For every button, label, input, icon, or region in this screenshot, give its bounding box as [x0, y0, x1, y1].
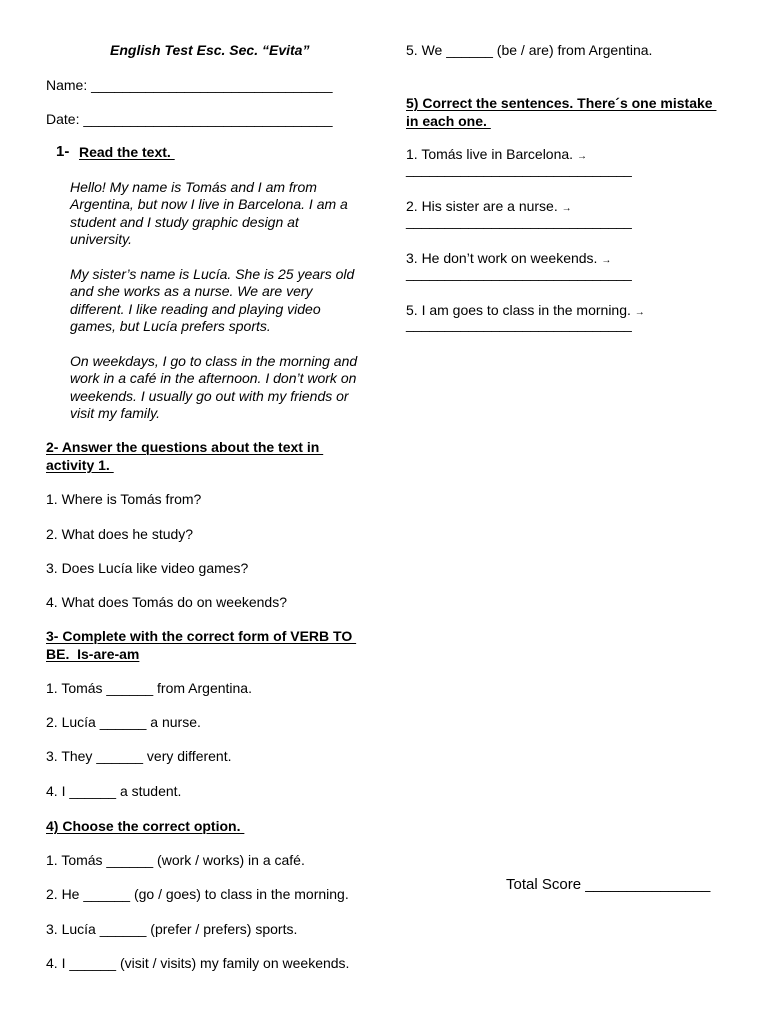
question-item: 3. Does Lucía like video games? [46, 560, 249, 576]
fill-in-item: 3. They ______ very different. [46, 748, 232, 764]
activity-3-heading: 3- Complete with the correct form of VERB TO BE. Is-are-am [46, 628, 353, 662]
reading-paragraph: Hello! My name is Tomás and I am from Argentina, but now I live in Barcelona. I am a student and I study graphic design at university. [70, 179, 348, 247]
question-item: 2. What does he study? [46, 526, 194, 542]
correction-sentence: 5. I am goes to class in the morning. [406, 302, 631, 318]
date-field-label: Date: ________________________________ [46, 111, 333, 127]
fill-in-item: 2. Lucía ______ a nurse. [46, 714, 201, 730]
activity-5-heading: 5) Correct the sentences. There´s one mistake in each one. [406, 95, 713, 129]
correction-sentence: 2. His sister are a nurse. [406, 198, 558, 214]
answer-line: _____________________________ [406, 265, 632, 281]
option-item: 3. Lucía ______ (prefer / prefers) sports. [46, 921, 298, 937]
name-field-label: Name: _______________________________ [46, 77, 333, 93]
question-item: 1. Where is Tomás from? [46, 491, 202, 507]
activity-4-heading: 4) Choose the correct option. [46, 818, 245, 834]
correction-sentence: 1. Tomás live in Barcelona. [406, 146, 574, 162]
question-item: 4. What does Tomás do on weekends? [46, 594, 288, 610]
reading-paragraph: On weekdays, I go to class in the morning and work in a café in the afternoon. I don’t work on weekends. I usually go out with my friends or visit my family. [70, 353, 358, 421]
test-title: English Test Esc. Sec. “Evita” [110, 42, 310, 58]
reading-paragraph: My sister’s name is Lucía. She is 25 years old and she works as a nurse. We are very different. I like reading and playing video games, but Lucía prefers sports. [70, 266, 355, 334]
total-score-label: Total Score _______________ [506, 876, 711, 893]
arrow-icon: → [576, 151, 587, 162]
activity-1-number: 1- [56, 143, 70, 160]
option-item: 4. I ______ (visit / visits) my family on weekends. [46, 955, 350, 971]
option-item: 5. We ______ (be / are) from Argentina. [406, 42, 653, 58]
fill-in-item: 1. Tomás ______ from Argentina. [46, 680, 252, 696]
arrow-icon: → [601, 255, 612, 266]
right-column [406, 0, 746, 1024]
answer-line: _____________________________ [406, 213, 632, 229]
answer-line: _____________________________ [406, 161, 632, 177]
activity-2-heading: 2- Answer the questions about the text in activity 1. [46, 439, 320, 473]
activity-1-heading: Read the text. [79, 144, 175, 160]
option-item: 2. He ______ (go / goes) to class in the morning. [46, 886, 349, 902]
option-item: 1. Tomás ______ (work / works) in a café. [46, 852, 305, 868]
left-column [46, 0, 376, 1024]
arrow-icon: → [634, 307, 645, 318]
fill-in-item: 4. I ______ a student. [46, 783, 182, 799]
answer-line: _____________________________ [406, 316, 632, 332]
arrow-icon: → [561, 203, 572, 214]
correction-sentence: 3. He don’t work on weekends. [406, 250, 598, 266]
